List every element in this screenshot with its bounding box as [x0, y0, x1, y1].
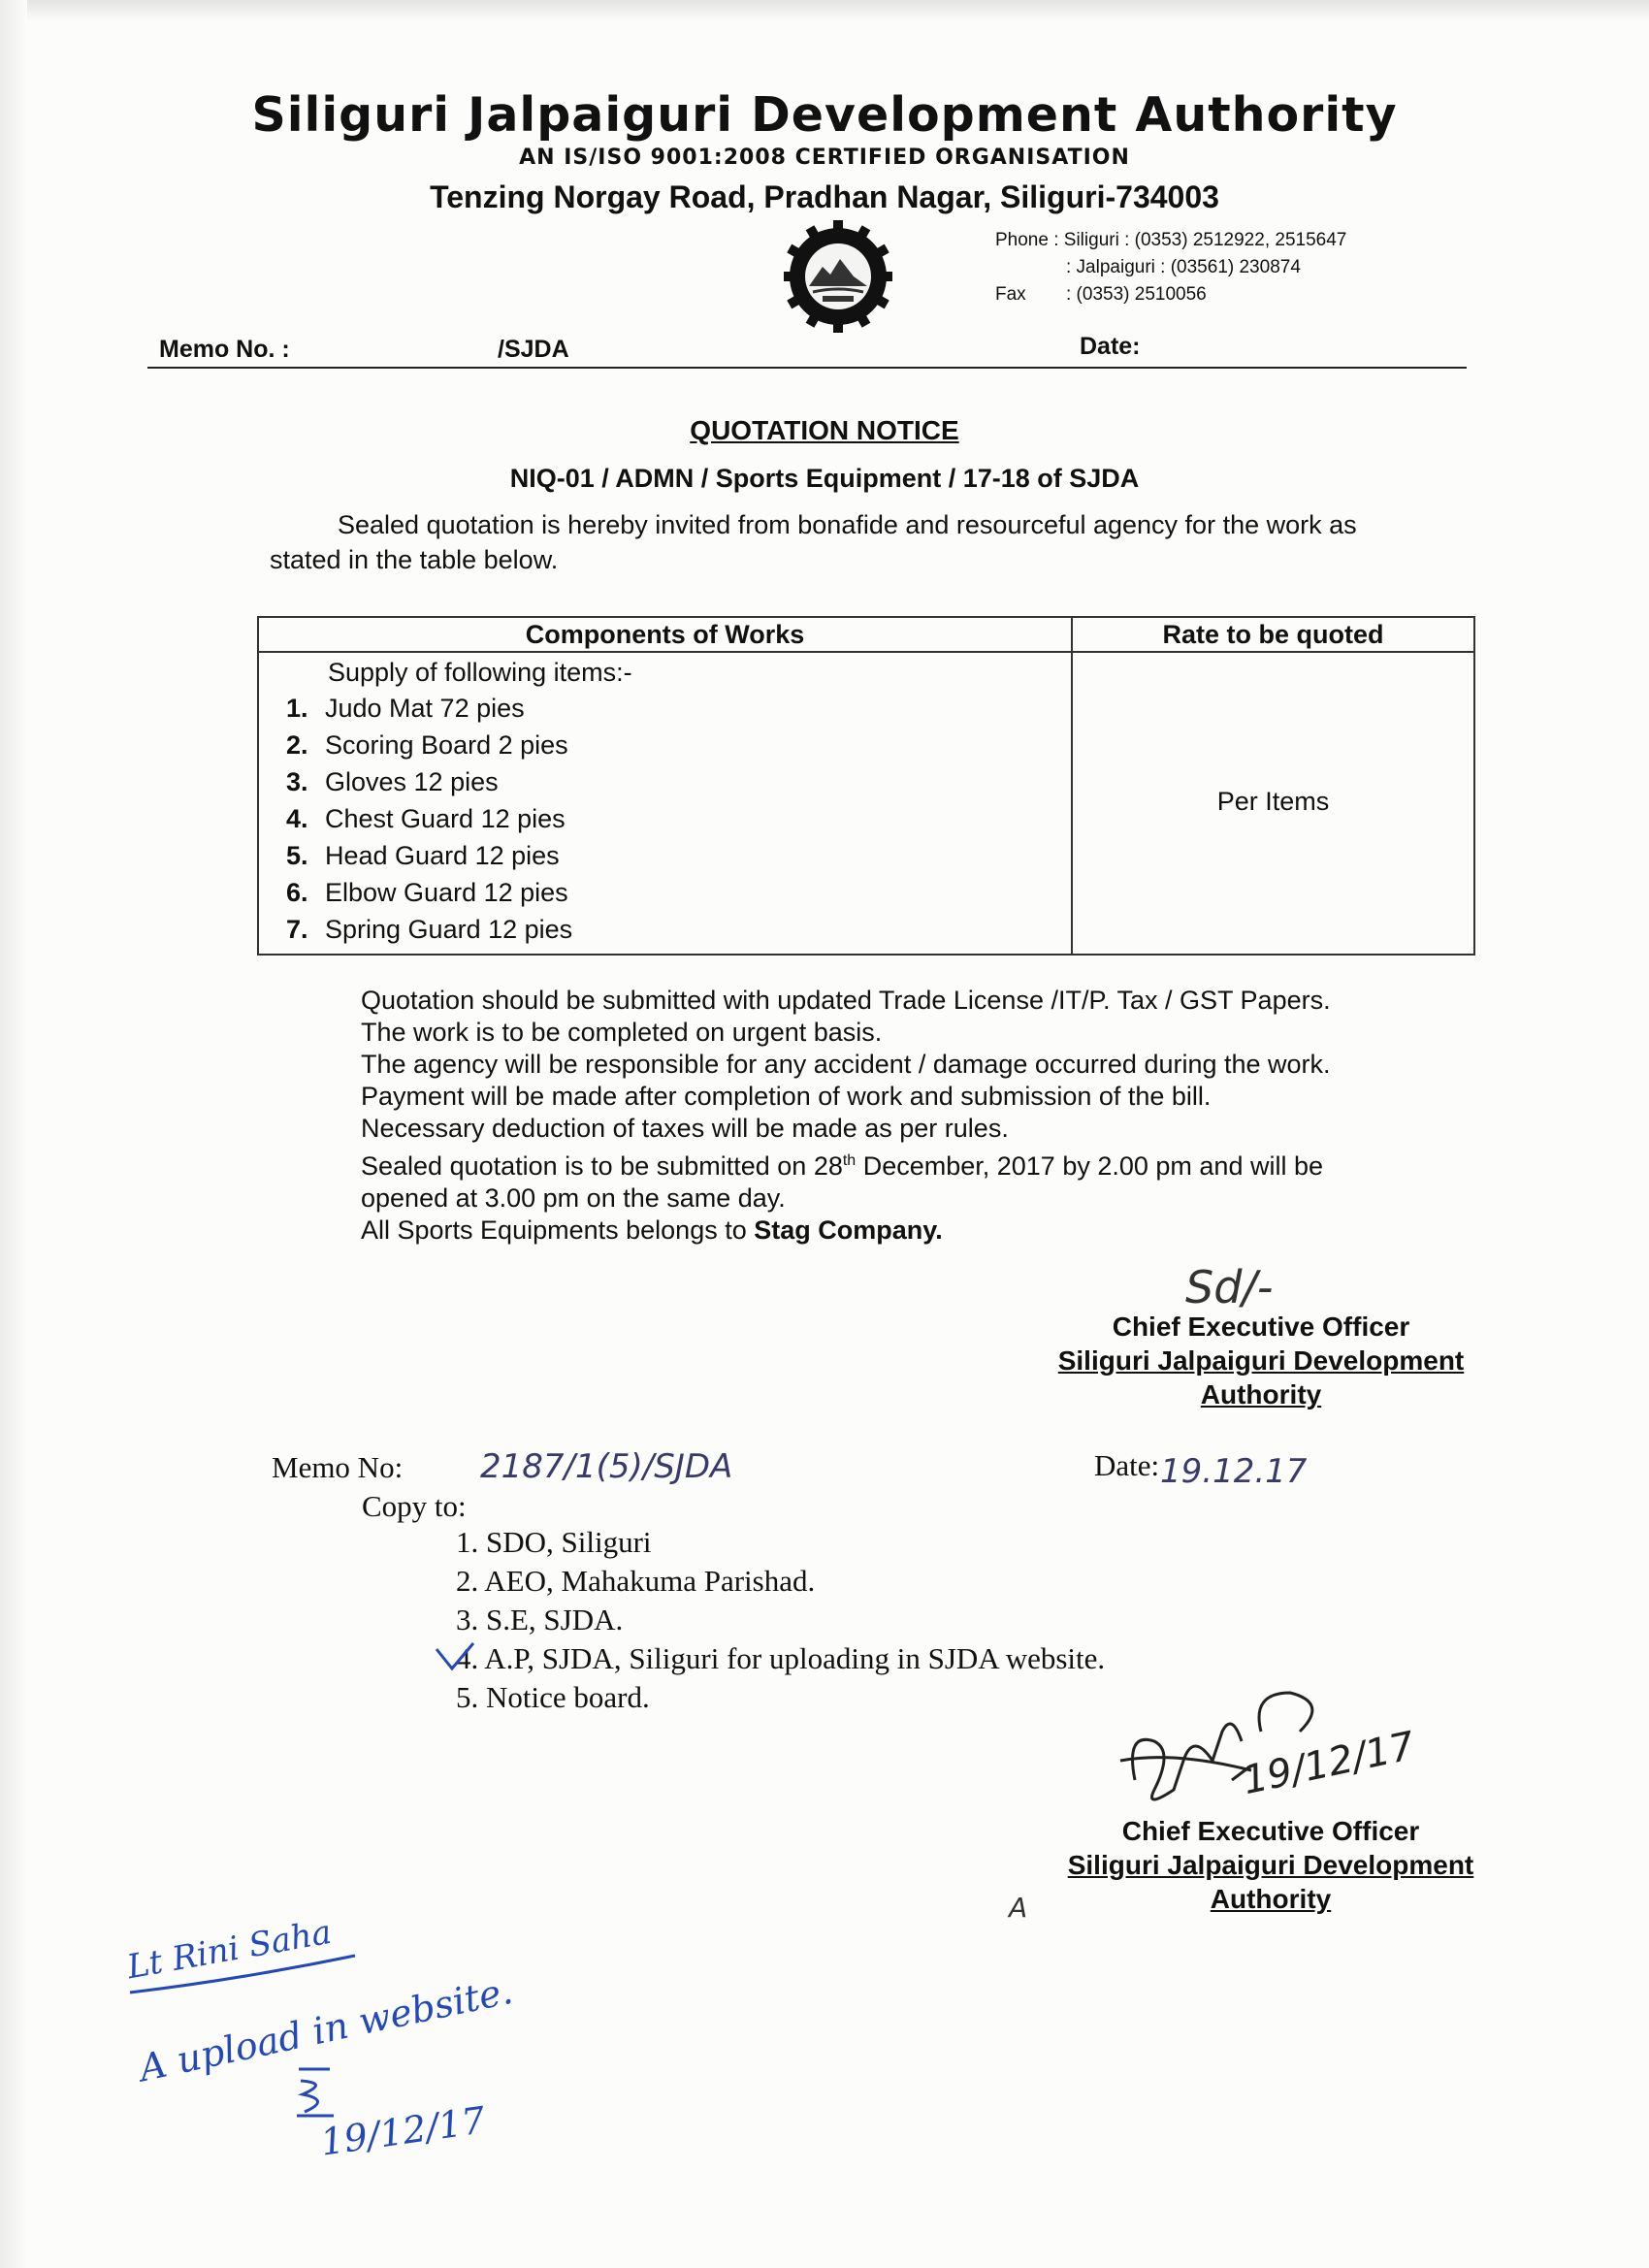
officer-title: Chief Executive Officer: [1121, 1816, 1420, 1846]
copy-to-label: Copy to:: [362, 1489, 467, 1523]
recipient-text: Notice board.: [486, 1680, 650, 1714]
term-line: Quotation should be submitted with updated Trade License /IT/P. Tax / GST Papers.: [361, 986, 1331, 1015]
officer-org-line-1: Siliguri Jalpaiguri Development: [1057, 1345, 1465, 1376]
components-cell: [258, 652, 1072, 955]
item-number: 4.: [286, 804, 308, 833]
supply-line: Supply of following items:-: [328, 658, 632, 687]
recipient-number: 4.: [456, 1641, 479, 1675]
item-number: 7.: [286, 915, 308, 944]
item-number: 1.: [286, 694, 308, 723]
scan-left-edge: [0, 0, 27, 2268]
works-table: [257, 616, 1475, 956]
sd-signature-mark: Sd/-: [1185, 1261, 1274, 1313]
term-line: The agency will be responsible for any accident / damage occurred during the work.: [361, 1050, 1331, 1079]
address-line: Tenzing Norgay Road, Pradhan Nagar, Siliguri-734003: [430, 179, 1219, 214]
list-item: [456, 1639, 1105, 1678]
term-line: opened at 3.00 pm on the same day.: [361, 1183, 786, 1213]
term-line: [361, 1215, 1467, 1247]
recipient-text: A.P, SJDA, Siliguri for uploading in SJDA website.: [484, 1641, 1106, 1675]
certification-line: AN IS/ISO 9001:2008 CERTIFIED ORGANISATION: [519, 146, 1130, 170]
phone-jalpaiguri: : Jalpaiguri : (03561) 230874: [1066, 257, 1301, 277]
notice-title-text: QUOTATION NOTICE: [690, 415, 959, 445]
blue-underline-icon: [126, 1950, 359, 1998]
list-item: [265, 800, 1065, 837]
sjda-emblem-icon: [784, 218, 892, 340]
term-text: December, 2017 by 2.00 pm and will be: [856, 1151, 1323, 1181]
list-item: [265, 690, 1065, 727]
item-text: Chest Guard 12 pies: [325, 804, 566, 833]
ordinal-suffix: th: [842, 1152, 857, 1169]
intro-line-2: stated in the table below.: [270, 545, 559, 574]
item-text: Spring Guard 12 pies: [325, 915, 573, 944]
date-label: Date:: [1080, 333, 1141, 360]
signature-block-1: [989, 1310, 1533, 1411]
list-item: [265, 911, 1065, 948]
officer-title: Chief Executive Officer: [1112, 1312, 1410, 1342]
item-text: Gloves 12 pies: [325, 767, 499, 796]
recipient-number: 5.: [456, 1680, 479, 1714]
table-row: [258, 652, 1474, 955]
blue-note-line-2: A upload in website.: [135, 1968, 517, 2090]
recipient-text: SDO, Siliguri: [486, 1525, 652, 1559]
blue-note-date: 19/12/17: [317, 2098, 488, 2164]
notice-title: [0, 415, 1649, 446]
item-text: Head Guard 12 pies: [325, 841, 560, 870]
term-text: All Sports Equipments belongs to: [361, 1215, 755, 1245]
officer-org-line-1: Siliguri Jalpaiguri Development: [1067, 1850, 1474, 1880]
memo-label: Memo No. :: [159, 336, 290, 363]
recipient-text: S.E, SJDA.: [486, 1603, 624, 1636]
phone-siliguri: : Siliguri : (0353) 2512922, 2515647: [1053, 230, 1347, 250]
term-line: Necessary deduction of taxes will be made as per rules.: [361, 1114, 1009, 1143]
list-item: [456, 1523, 1105, 1562]
fax-label: Fax: [995, 284, 1026, 305]
term-line: Payment will be made after completion of work and submission of the bill.: [361, 1082, 1212, 1111]
memo-suffix: /SJDA: [498, 336, 569, 363]
term-line: The work is to be completed on urgent basis.: [361, 1018, 883, 1047]
recipient-number: 1.: [456, 1525, 479, 1559]
item-number: 6.: [286, 878, 308, 907]
recipient-number: 3.: [456, 1603, 479, 1636]
term-text: Sealed quotation is to be submitted on 28: [361, 1151, 843, 1181]
list-item: [265, 837, 1065, 874]
table-header-row: [258, 617, 1474, 652]
copy-memo-label: Memo No:: [272, 1450, 404, 1484]
recipient-number: 2.: [456, 1564, 479, 1598]
item-text: Elbow Guard 12 pies: [325, 878, 568, 907]
list-item: [456, 1678, 1105, 1717]
contact-block: [995, 227, 1346, 308]
officer-org-line-2: Authority: [1210, 1884, 1332, 1914]
phone-label: Phone: [995, 230, 1049, 250]
initial-mark-icon: A: [1009, 1892, 1028, 1924]
list-item: [456, 1562, 1105, 1601]
terms-block: [361, 985, 1467, 1247]
officer-org-line-2: Authority: [1200, 1379, 1322, 1409]
item-number: 3.: [286, 767, 308, 796]
item-number: 5.: [286, 841, 308, 870]
signature-block-2: [999, 1814, 1542, 1916]
header-divider: [147, 367, 1467, 369]
col-rate-header: Rate to be quoted: [1072, 617, 1474, 652]
blue-note-line-1: Lt Rini Saha: [124, 1912, 335, 1988]
list-item: [265, 727, 1065, 763]
col-components-header: Components of Works: [258, 617, 1072, 652]
copy-date-value: 19.12.17: [1160, 1452, 1308, 1491]
signature-date: 19/12/17: [1239, 1723, 1419, 1804]
blue-initial-icon: [291, 2061, 340, 2120]
list-item: [265, 763, 1065, 800]
org-name: Siliguri Jalpaiguri Development Authority: [251, 87, 1398, 143]
copy-memo-number: 2187/1(5)/SJDA: [480, 1447, 733, 1486]
list-item: [456, 1601, 1105, 1639]
company-name: Stag Company.: [754, 1215, 943, 1245]
item-text: Judo Mat 72 pies: [325, 694, 525, 723]
rate-cell: Per Items: [1072, 652, 1474, 955]
item-text: Scoring Board 2 pies: [325, 730, 568, 760]
fax-value: : (0353) 2510056: [1066, 284, 1207, 305]
intro-line-1: Sealed quotation is hereby invited from bonafide and resourceful agency for the work as: [338, 510, 1357, 539]
copy-date-label: Date:: [1094, 1448, 1160, 1482]
scan-top-edge: [0, 0, 1649, 21]
term-line: [361, 1145, 1467, 1183]
list-item: [265, 874, 1065, 911]
intro-paragraph: [270, 507, 1472, 577]
items-list: [265, 690, 1065, 948]
recipient-list: [456, 1523, 1105, 1717]
niq-reference: NIQ-01 / ADMN / Sports Equipment / 17-18 of SJDA: [509, 464, 1140, 493]
item-number: 2.: [286, 730, 308, 760]
recipient-text: AEO, Mahakuma Parishad.: [484, 1564, 816, 1598]
blue-tick-icon: [435, 1639, 493, 1674]
